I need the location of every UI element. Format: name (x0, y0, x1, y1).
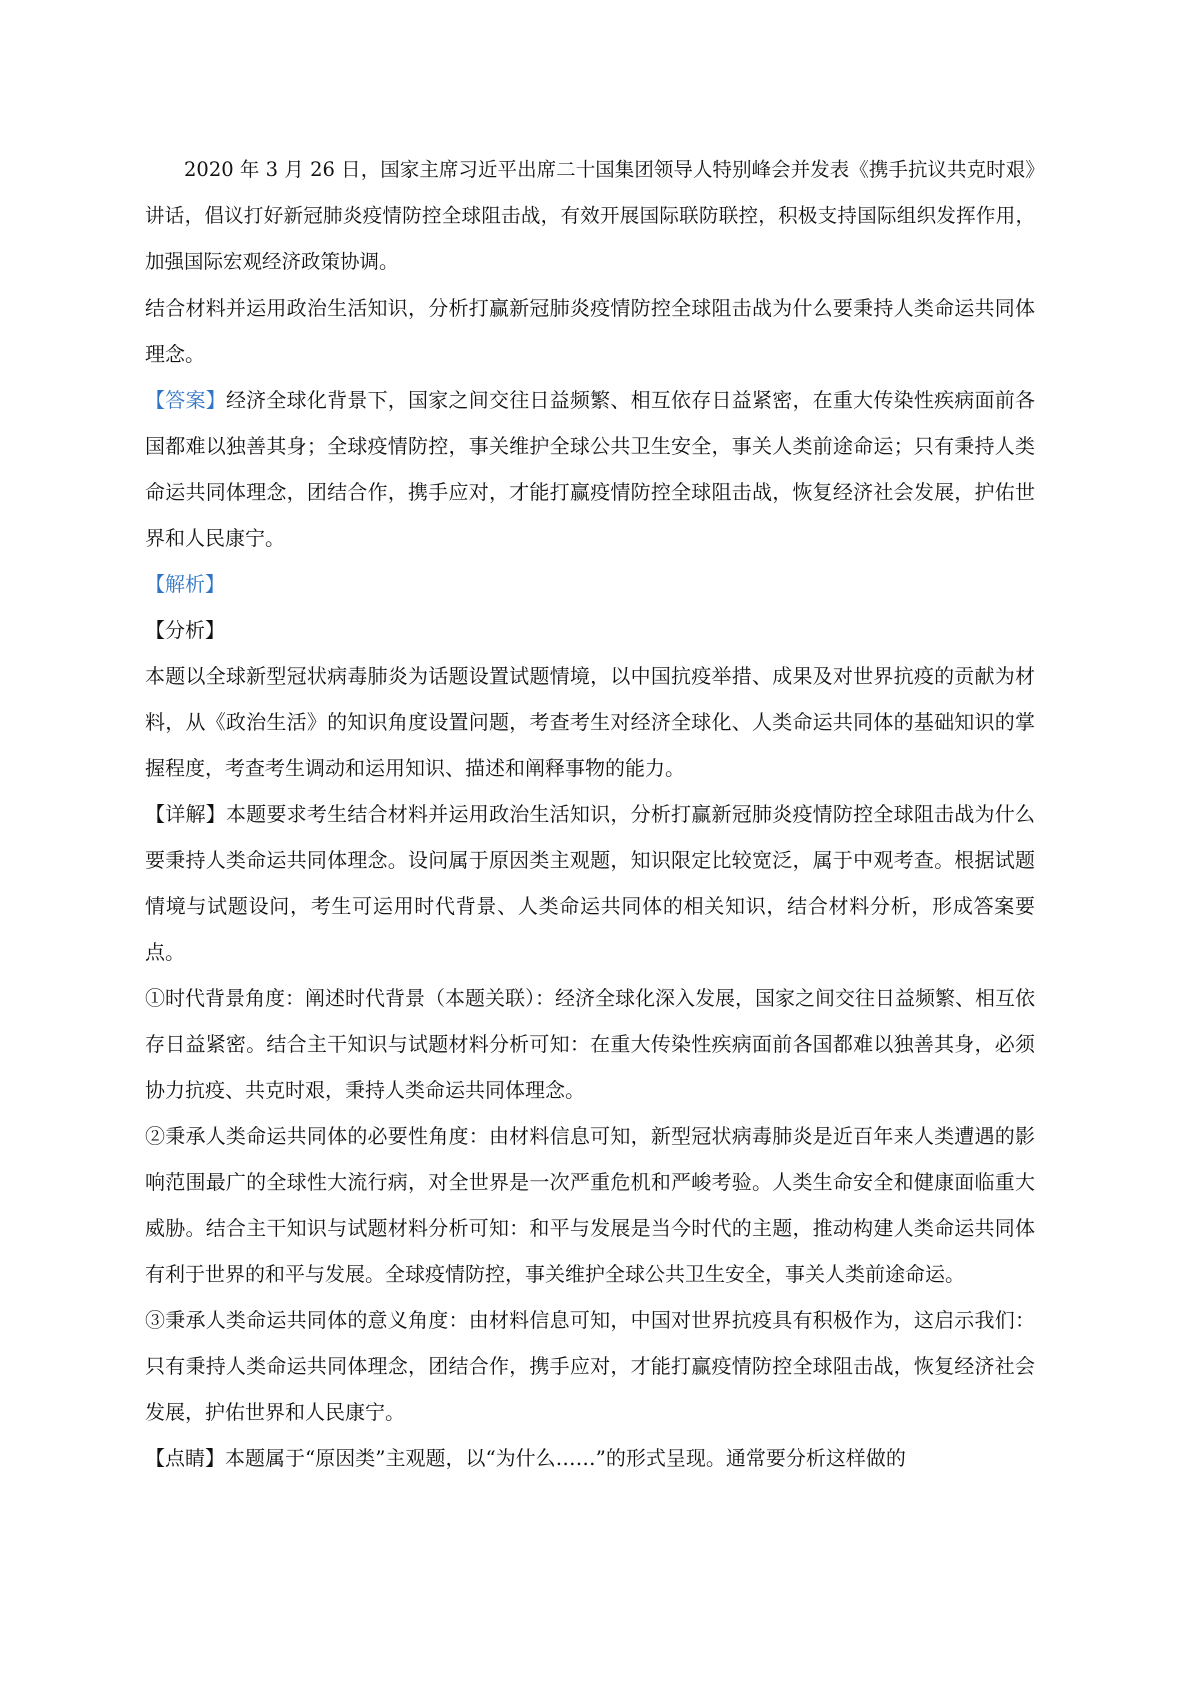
page-content (145, 147, 1035, 1481)
material-paragraph: 2020 年 3 月 26 日，国家主席习近平出席二十国集团领导人特别峰会并发表《携手抗议共克时艰》讲话，倡议打好新冠肺炎疫情防控全球阻击战，有效开展国际联防联控，积极支持国际组织发挥作用，加强国际宏观经济政策协调。 (145, 158, 1035, 273)
dianjing-tag: 【点睛】 (145, 1446, 225, 1470)
analysis-heading (145, 561, 1035, 607)
detail-paragraph (145, 791, 1035, 975)
dianjing-text: 本题属于“原因类”主观题，以“为什么……”的形式呈现。通常要分析这样做的 (225, 1446, 906, 1470)
answer-paragraph (145, 377, 1035, 561)
analysis-tag: 【解析】 (145, 572, 225, 596)
fenxi-paragraph: 本题以全球新型冠状病毒肺炎为话题设置试题情境，以中国抗疫举措、成果及对世界抗疫的贡献为材料，从《政治生活》的知识角度设置问题，考查考生对经济全球化、人类命运共同体的基础知识的掌握程度，考查考生调动和运用知识、描述和阐释事物的能力。 (145, 664, 1035, 780)
point-paragraph-2: ②秉承人类命运共同体的必要性角度：由材料信息可知，新型冠状病毒肺炎是近百年来人类遭遇的影响范围最广的全球性大流行病，对全世界是一次严重危机和严峻考验。人类生命安全和健康面临重大威胁。结合主干知识与试题材料分析可知：和平与发展是当今时代的主题，推动构建人类命运共同体有利于世界的和平与发展。全球疫情防控，事关维护全球公共卫生安全，事关人类前途命运。 (145, 1124, 1035, 1286)
detail-tag: 【详解】 (145, 802, 226, 826)
question-paragraph: 结合材料并运用政治生活知识，分析打赢新冠肺炎疫情防控全球阻击战为什么要秉持人类命运共同体理念。 (145, 296, 1035, 366)
dianjing-paragraph (145, 1435, 1035, 1481)
answer-text: 经济全球化背景下，国家之间交往日益频繁、相互依存日益紧密，在重大传染性疾病面前各国都难以独善其身；全球疫情防控，事关维护全球公共卫生安全，事关人类前途命运；只有秉持人类命运共同体理念，团结合作，携手应对，才能打赢疫情防控全球阻击战，恢复经济社会发展，护佑世界和人民康宁。 (145, 388, 1036, 550)
point-paragraph-1: ①时代背景角度：阐述时代背景（本题关联）：经济全球化深入发展，国家之间交往日益频繁、相互依存日益紧密。结合主干知识与试题材料分析可知：在重大传染性疾病面前各国都难以独善其身，必须协力抗疫、共克时艰，秉持人类命运共同体理念。 (145, 986, 1035, 1102)
detail-text: 本题要求考生结合材料并运用政治生活知识，分析打赢新冠肺炎疫情防控全球阻击战为什么要秉持人类命运共同体理念。设问属于原因类主观题，知识限定比较宽泛，属于中观考查。根据试题情境与试题设问，考生可运用时代背景、人类命运共同体的相关知识，结合材料分析，形成答案要点。 (145, 802, 1036, 964)
fenxi-tag: 【分析】 (145, 618, 225, 642)
fenxi-heading (145, 607, 1035, 653)
answer-tag: 【答案】 (145, 388, 226, 412)
point-paragraph-3: ③秉承人类命运共同体的意义角度：由材料信息可知，中国对世界抗疫具有积极作为，这启示我们：只有秉持人类命运共同体理念，团结合作，携手应对，才能打赢疫情防控全球阻击战，恢复经济社会发展，护佑世界和人民康宁。 (145, 1308, 1035, 1424)
